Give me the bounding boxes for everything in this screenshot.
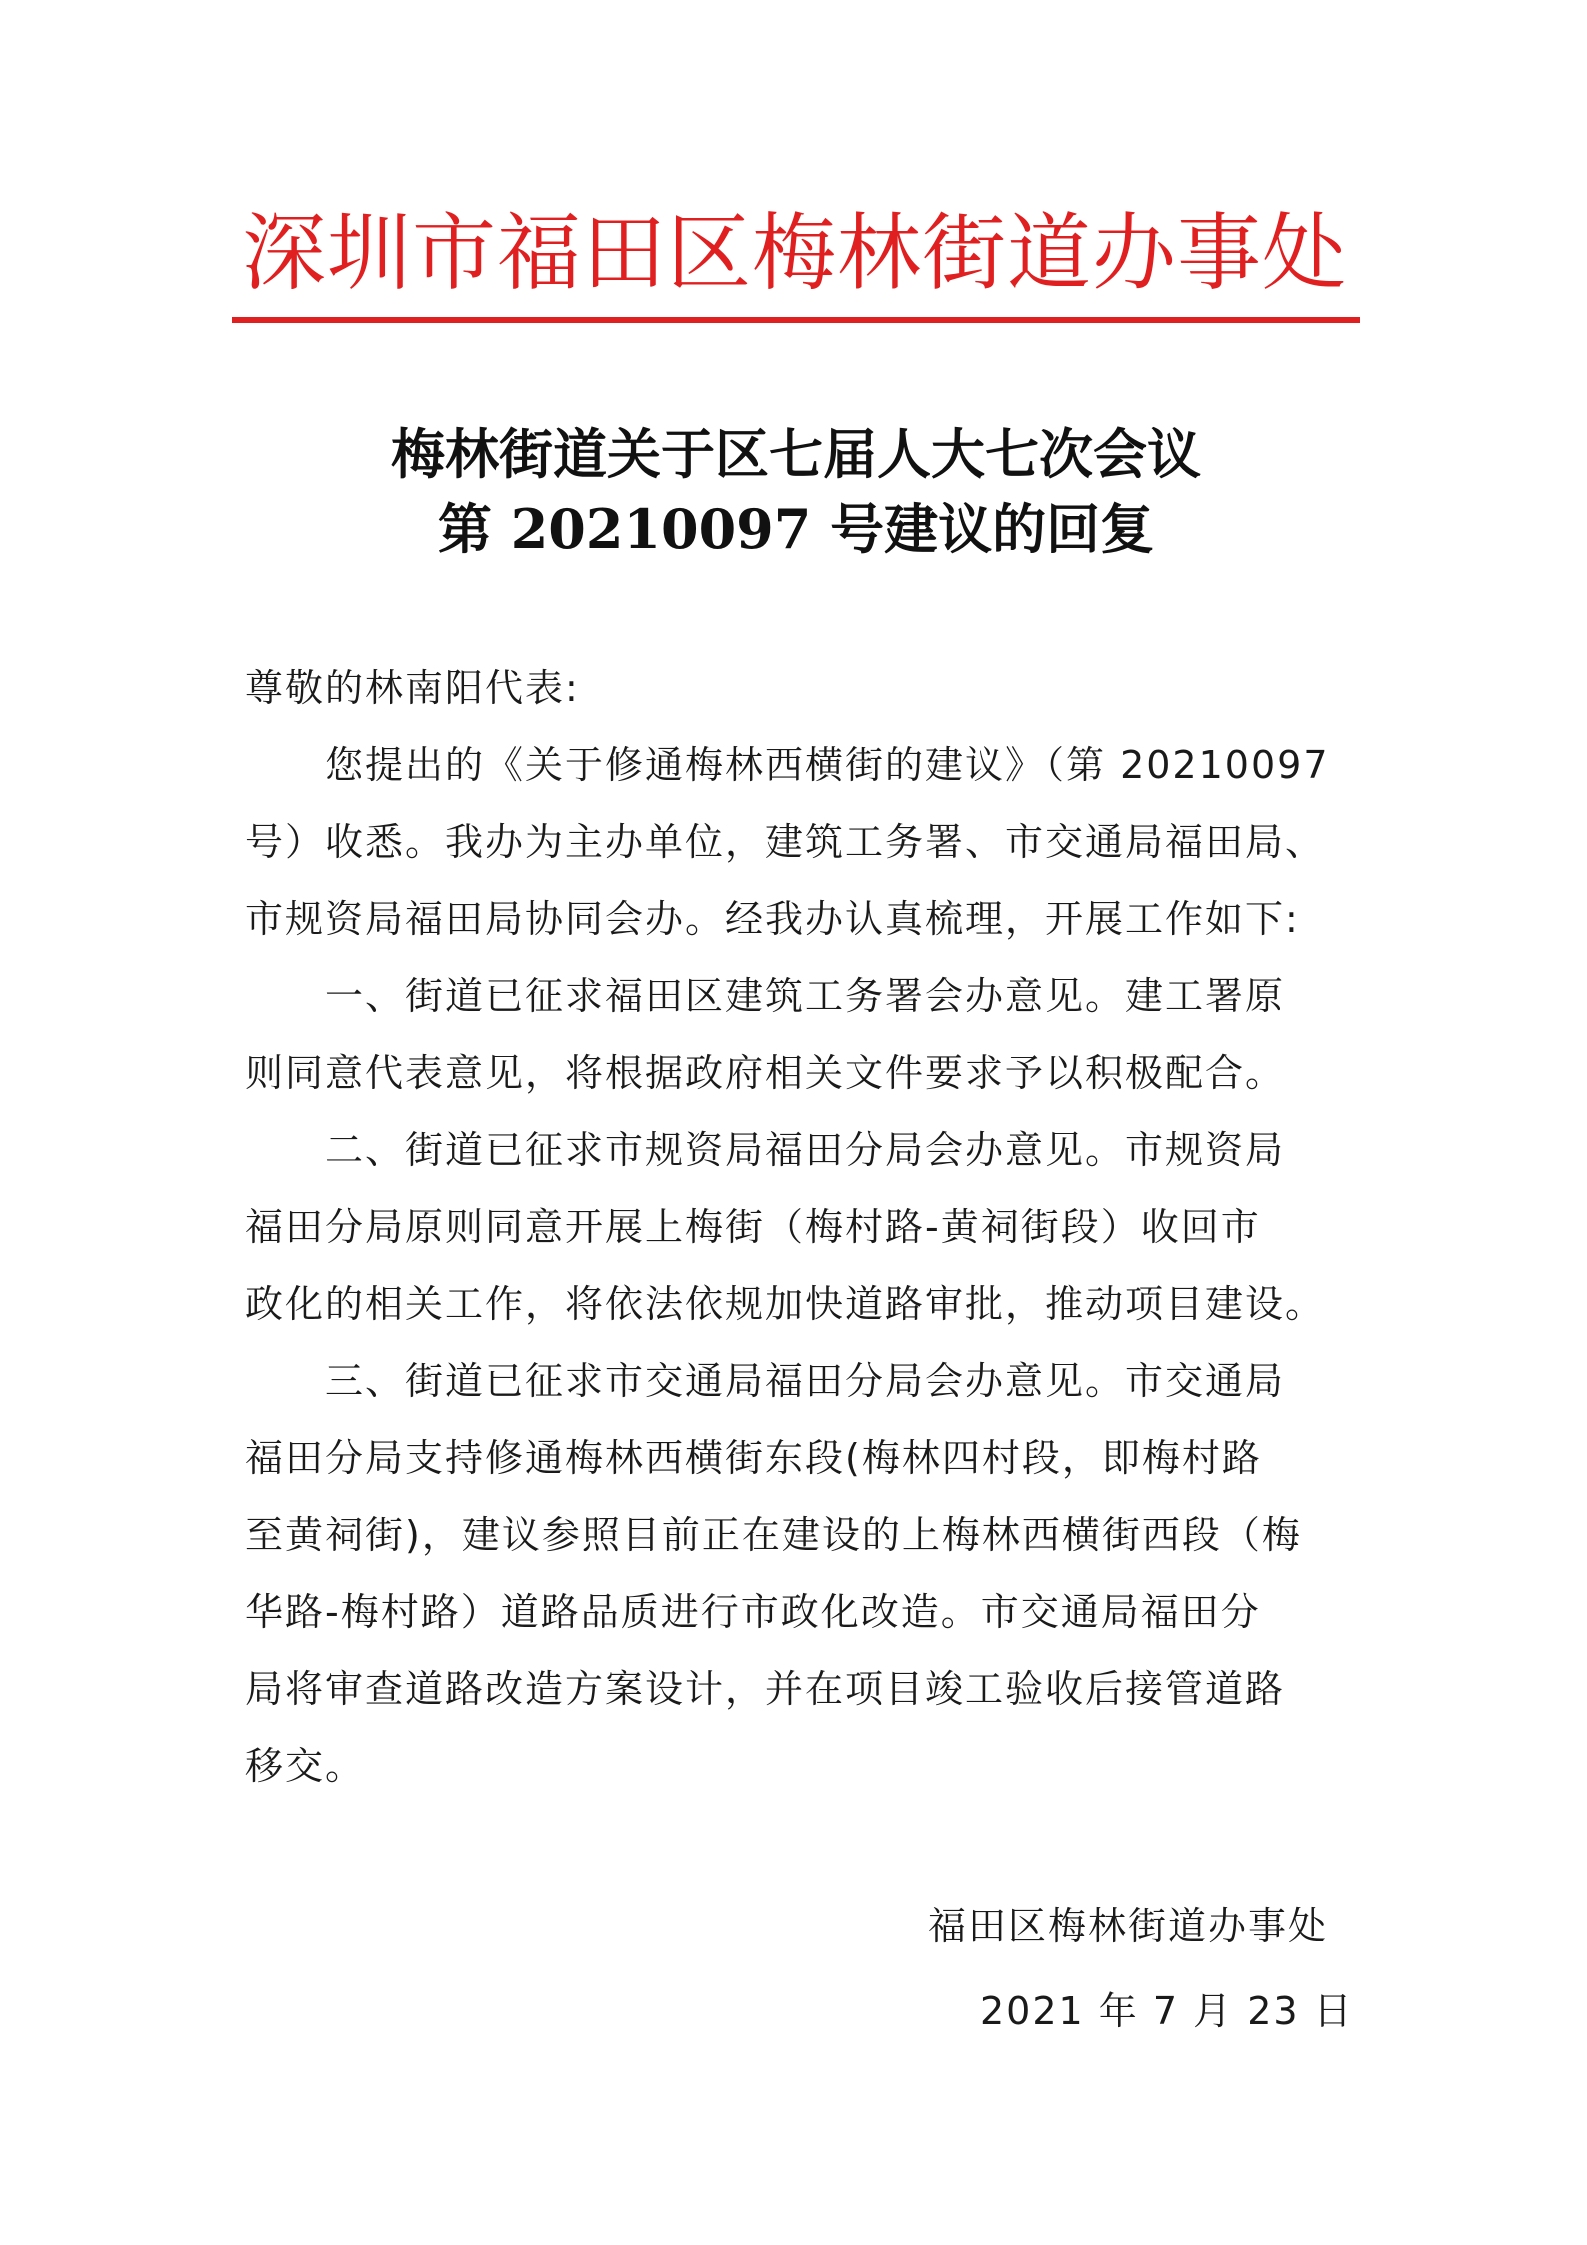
body-line: 政化的相关工作，将依法依规加快道路审批，推动项目建设。 — [245, 1282, 1326, 1326]
body-line: 至黄祠街)，建议参照目前正在建设的上梅林西横街西段（梅 — [245, 1513, 1302, 1557]
document-title-line-2: 第 20210097 号建议的回复 — [437, 497, 1155, 561]
body-line: 局将审查道路改造方案设计，并在项目竣工验收后接管道路 — [245, 1667, 1286, 1711]
body-line: 移交。 — [245, 1744, 366, 1788]
body-line: 三、街道已征求市交通局福田分局会办意见。市交通局 — [245, 1359, 1286, 1403]
body-line: 您提出的《关于修通梅林西横街的建议》（第 20210097 — [245, 743, 1330, 787]
signature-org: 福田区梅林街道办事处 — [928, 1904, 1329, 1948]
salutation: 尊敬的林南阳代表: — [245, 666, 580, 710]
letterhead-org-name: 深圳市福田区梅林街道办事处 — [241, 204, 1347, 302]
body-line: 一、街道已征求福田区建筑工务署会办意见。建工署原 — [245, 974, 1286, 1018]
document-title-line-1: 梅林街道关于区七届人大七次会议 — [391, 422, 1201, 486]
body-line: 市规资局福田局协同会办。经我办认真梳理，开展工作如下: — [245, 897, 1300, 941]
body-line: 华路-梅村路）道路品质进行市政化改造。市交通局福田分 — [245, 1590, 1261, 1634]
body-line: 则同意代表意见，将根据政府相关文件要求予以积极配合。 — [245, 1051, 1286, 1095]
body-line: 号）收悉。我办为主办单位，建筑工务署、市交通局福田局、 — [245, 820, 1326, 864]
body-line: 福田分局原则同意开展上梅街（梅村路-黄祠街段）收回市 — [245, 1205, 1261, 1249]
body-line: 二、街道已征求市规资局福田分局会办意见。市规资局 — [245, 1128, 1286, 1172]
letterhead-red-rule — [232, 317, 1360, 323]
body-line: 福田分局支持修通梅林西横街东段(梅林四村段，即梅村路 — [245, 1436, 1262, 1480]
signature-date: 2021 年 7 月 23 日 — [980, 1989, 1354, 2033]
